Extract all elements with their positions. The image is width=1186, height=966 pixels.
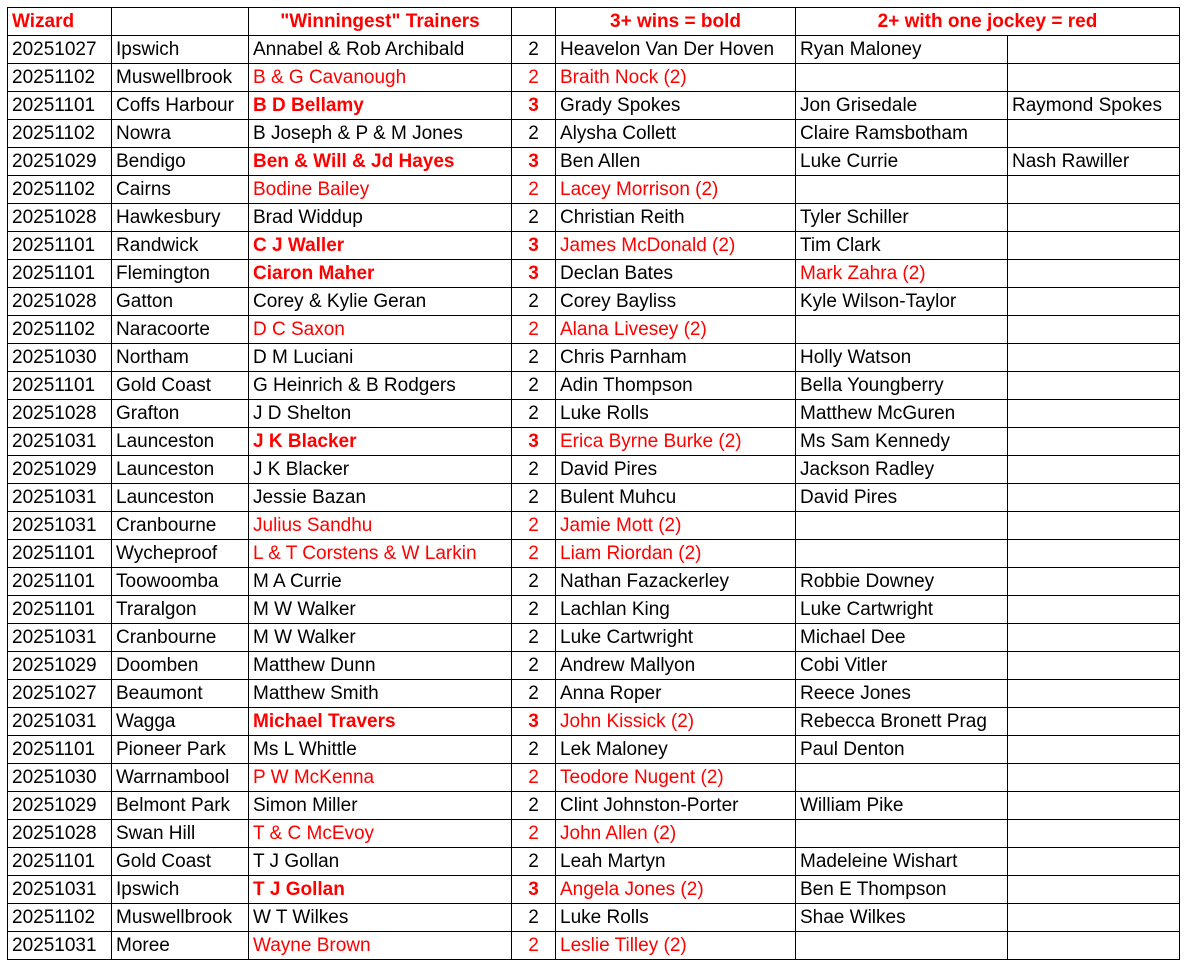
jockey-1-cell: Heavelon Van Der Hoven [556,36,796,64]
wins-cell: 2 [512,568,556,596]
jockey-3-cell [1008,484,1180,512]
jockey-2-cell: Jon Grisedale [796,92,1008,120]
trainer-cell: Ben & Will & Jd Hayes [249,148,512,176]
table-row [8,36,1180,64]
table-row [8,456,1180,484]
date-cell: 20251101 [8,596,112,624]
track-cell: Toowoomba [112,568,249,596]
date-cell: 20251030 [8,344,112,372]
jockey-2-cell [796,820,1008,848]
date-cell: 20251029 [8,456,112,484]
jockey-3-cell [1008,680,1180,708]
trainer-cell: Matthew Dunn [249,652,512,680]
jockey-1-cell: Luke Rolls [556,400,796,428]
table-row [8,624,1180,652]
header-row [8,8,1180,36]
wins-cell: 2 [512,512,556,540]
table-row [8,400,1180,428]
trainer-cell: Simon Miller [249,792,512,820]
jockey-2-cell: Ben E Thompson [796,876,1008,904]
date-cell: 20251102 [8,120,112,148]
date-cell: 20251101 [8,372,112,400]
trainer-cell: D M Luciani [249,344,512,372]
jockey-2-cell: David Pires [796,484,1008,512]
trainer-cell: J D Shelton [249,400,512,428]
wins-cell: 2 [512,400,556,428]
track-cell: Hawkesbury [112,204,249,232]
jockey-1-cell: Lek Maloney [556,736,796,764]
jockey-3-cell [1008,652,1180,680]
wins-cell: 2 [512,316,556,344]
header-bold-rule: 3+ wins = bold [556,8,796,36]
jockey-1-cell: Leslie Tilley (2) [556,932,796,960]
trainer-cell: B & G Cavanough [249,64,512,92]
date-cell: 20251030 [8,764,112,792]
table-row [8,736,1180,764]
trainer-cell: M A Currie [249,568,512,596]
trainer-cell: P W McKenna [249,764,512,792]
trainer-cell: Annabel & Rob Archibald [249,36,512,64]
jockey-1-cell: Adin Thompson [556,372,796,400]
table-row [8,848,1180,876]
jockey-2-cell: Michael Dee [796,624,1008,652]
jockey-2-cell: Mark Zahra (2) [796,260,1008,288]
date-cell: 20251031 [8,428,112,456]
jockey-2-cell: Luke Currie [796,148,1008,176]
jockey-1-cell: Christian Reith [556,204,796,232]
track-cell: Belmont Park [112,792,249,820]
date-cell: 20251029 [8,148,112,176]
date-cell: 20251101 [8,92,112,120]
jockey-1-cell: Ben Allen [556,148,796,176]
jockey-2-cell: Cobi Vitler [796,652,1008,680]
jockey-2-cell: Bella Youngberry [796,372,1008,400]
date-cell: 20251031 [8,708,112,736]
track-cell: Swan Hill [112,820,249,848]
date-cell: 20251028 [8,204,112,232]
jockey-3-cell [1008,904,1180,932]
jockey-2-cell: Kyle Wilson-Taylor [796,288,1008,316]
date-cell: 20251101 [8,568,112,596]
table-row [8,904,1180,932]
track-cell: Northam [112,344,249,372]
table-row [8,792,1180,820]
date-cell: 20251031 [8,624,112,652]
jockey-1-cell: Grady Spokes [556,92,796,120]
wins-cell: 3 [512,148,556,176]
jockey-2-cell: Tim Clark [796,232,1008,260]
trainer-cell: Michael Travers [249,708,512,736]
trainer-cell: M W Walker [249,596,512,624]
jockey-3-cell: Raymond Spokes [1008,92,1180,120]
jockey-1-cell: Nathan Fazackerley [556,568,796,596]
jockey-1-cell: Alana Livesey (2) [556,316,796,344]
wins-cell: 2 [512,456,556,484]
table-row [8,680,1180,708]
track-cell: Grafton [112,400,249,428]
trainers-table [7,7,1180,960]
table-row [8,596,1180,624]
jockey-3-cell [1008,456,1180,484]
date-cell: 20251031 [8,876,112,904]
wins-cell: 3 [512,708,556,736]
track-cell: Coffs Harbour [112,92,249,120]
table-row [8,372,1180,400]
jockey-3-cell [1008,568,1180,596]
table-row [8,344,1180,372]
track-cell: Randwick [112,232,249,260]
jockey-1-cell: David Pires [556,456,796,484]
jockey-1-cell: John Allen (2) [556,820,796,848]
date-cell: 20251102 [8,64,112,92]
jockey-1-cell: Braith Nock (2) [556,64,796,92]
jockey-3-cell [1008,624,1180,652]
track-cell: Doomben [112,652,249,680]
table-row [8,876,1180,904]
table-row [8,120,1180,148]
track-cell: Wycheproof [112,540,249,568]
jockey-1-cell: Liam Riordan (2) [556,540,796,568]
jockey-3-cell [1008,512,1180,540]
jockey-2-cell: Madeleine Wishart [796,848,1008,876]
jockey-3-cell [1008,344,1180,372]
jockey-3-cell [1008,848,1180,876]
jockey-1-cell: John Kissick (2) [556,708,796,736]
jockey-1-cell: Corey Bayliss [556,288,796,316]
jockey-3-cell [1008,764,1180,792]
table-row [8,820,1180,848]
track-cell: Naracoorte [112,316,249,344]
trainer-cell: D C Saxon [249,316,512,344]
wins-cell: 2 [512,764,556,792]
wins-cell: 3 [512,428,556,456]
track-cell: Cranbourne [112,624,249,652]
jockey-2-cell: Matthew McGuren [796,400,1008,428]
jockey-3-cell [1008,176,1180,204]
track-cell: Beaumont [112,680,249,708]
jockey-3-cell [1008,120,1180,148]
date-cell: 20251101 [8,232,112,260]
trainer-cell: Bodine Bailey [249,176,512,204]
jockey-2-cell [796,316,1008,344]
track-cell: Bendigo [112,148,249,176]
wins-cell: 2 [512,484,556,512]
header-blank-2 [512,8,556,36]
table-row [8,568,1180,596]
jockey-3-cell [1008,596,1180,624]
jockey-1-cell: Chris Parnham [556,344,796,372]
track-cell: Flemington [112,260,249,288]
jockey-1-cell: Luke Rolls [556,904,796,932]
jockey-3-cell [1008,260,1180,288]
table-row [8,708,1180,736]
jockey-1-cell: Jamie Mott (2) [556,512,796,540]
wins-cell: 3 [512,232,556,260]
trainer-cell: Ciaron Maher [249,260,512,288]
wins-cell: 2 [512,820,556,848]
wins-cell: 2 [512,596,556,624]
wins-cell: 2 [512,904,556,932]
jockey-2-cell: Reece Jones [796,680,1008,708]
table-row [8,932,1180,960]
jockey-1-cell: Anna Roper [556,680,796,708]
jockey-1-cell: Lachlan King [556,596,796,624]
jockey-2-cell [796,764,1008,792]
jockey-2-cell: Holly Watson [796,344,1008,372]
jockey-2-cell: William Pike [796,792,1008,820]
jockey-1-cell: Teodore Nugent (2) [556,764,796,792]
wins-cell: 2 [512,540,556,568]
jockey-3-cell [1008,876,1180,904]
track-cell: Cairns [112,176,249,204]
wins-cell: 2 [512,64,556,92]
wins-cell: 2 [512,120,556,148]
jockey-2-cell: Paul Denton [796,736,1008,764]
date-cell: 20251029 [8,652,112,680]
table-row [8,204,1180,232]
jockey-1-cell: Andrew Mallyon [556,652,796,680]
track-cell: Wagga [112,708,249,736]
table-row [8,764,1180,792]
date-cell: 20251102 [8,176,112,204]
wins-cell: 2 [512,736,556,764]
table-row [8,176,1180,204]
track-cell: Cranbourne [112,512,249,540]
jockey-3-cell [1008,540,1180,568]
wins-cell: 3 [512,876,556,904]
header-red-rule: 2+ with one jockey = red [796,8,1180,36]
jockey-3-cell: Nash Rawiller [1008,148,1180,176]
jockey-1-cell: Luke Cartwright [556,624,796,652]
jockey-2-cell [796,176,1008,204]
jockey-3-cell [1008,400,1180,428]
jockey-2-cell: Jackson Radley [796,456,1008,484]
trainer-cell: J K Blacker [249,428,512,456]
wins-cell: 2 [512,204,556,232]
track-cell: Gold Coast [112,848,249,876]
trainer-cell: Wayne Brown [249,932,512,960]
table-row [8,64,1180,92]
date-cell: 20251029 [8,792,112,820]
jockey-1-cell: Bulent Muhcu [556,484,796,512]
table-row [8,652,1180,680]
date-cell: 20251102 [8,904,112,932]
date-cell: 20251028 [8,820,112,848]
wins-cell: 3 [512,260,556,288]
jockey-1-cell: Clint Johnston-Porter [556,792,796,820]
date-cell: 20251101 [8,736,112,764]
track-cell: Gatton [112,288,249,316]
date-cell: 20251101 [8,540,112,568]
jockey-1-cell: Angela Jones (2) [556,876,796,904]
table-row [8,428,1180,456]
trainer-cell: T J Gollan [249,876,512,904]
jockey-1-cell: James McDonald (2) [556,232,796,260]
jockey-3-cell [1008,792,1180,820]
date-cell: 20251031 [8,512,112,540]
table-body [8,8,1180,960]
jockey-2-cell: Luke Cartwright [796,596,1008,624]
jockey-3-cell [1008,932,1180,960]
wins-cell: 2 [512,372,556,400]
table-row [8,512,1180,540]
date-cell: 20251028 [8,400,112,428]
wins-cell: 2 [512,932,556,960]
jockey-2-cell: Shae Wilkes [796,904,1008,932]
trainer-cell: Brad Widdup [249,204,512,232]
track-cell: Launceston [112,484,249,512]
table-row [8,148,1180,176]
table-row [8,288,1180,316]
date-cell: 20251031 [8,932,112,960]
track-cell: Launceston [112,456,249,484]
jockey-3-cell [1008,288,1180,316]
date-cell: 20251101 [8,260,112,288]
track-cell: Muswellbrook [112,904,249,932]
trainer-cell: L & T Corstens & W Larkin [249,540,512,568]
jockey-2-cell [796,64,1008,92]
track-cell: Warrnambool [112,764,249,792]
date-cell: 20251102 [8,316,112,344]
track-cell: Muswellbrook [112,64,249,92]
jockey-2-cell [796,540,1008,568]
trainer-cell: C J Waller [249,232,512,260]
table-row [8,316,1180,344]
wins-cell: 2 [512,344,556,372]
wins-cell: 2 [512,176,556,204]
header-trainers: "Winningest" Trainers [249,8,512,36]
table-row [8,232,1180,260]
jockey-1-cell: Lacey Morrison (2) [556,176,796,204]
jockey-2-cell: Ryan Maloney [796,36,1008,64]
trainer-cell: M W Walker [249,624,512,652]
jockey-3-cell [1008,820,1180,848]
trainer-cell: B Joseph & P & M Jones [249,120,512,148]
date-cell: 20251101 [8,848,112,876]
track-cell: Traralgon [112,596,249,624]
jockey-2-cell: Ms Sam Kennedy [796,428,1008,456]
date-cell: 20251028 [8,288,112,316]
jockey-3-cell [1008,428,1180,456]
jockey-2-cell: Claire Ramsbotham [796,120,1008,148]
header-wizard: Wizard [8,8,112,36]
jockey-2-cell: Tyler Schiller [796,204,1008,232]
track-cell: Ipswich [112,36,249,64]
table-row [8,484,1180,512]
wins-cell: 2 [512,848,556,876]
jockey-3-cell [1008,64,1180,92]
wins-cell: 3 [512,92,556,120]
track-cell: Nowra [112,120,249,148]
trainer-cell: G Heinrich & B Rodgers [249,372,512,400]
jockey-2-cell [796,932,1008,960]
wins-cell: 2 [512,792,556,820]
track-cell: Launceston [112,428,249,456]
trainer-cell: Corey & Kylie Geran [249,288,512,316]
jockey-1-cell: Leah Martyn [556,848,796,876]
header-blank-1 [112,8,249,36]
wins-cell: 2 [512,680,556,708]
trainer-cell: B D Bellamy [249,92,512,120]
date-cell: 20251027 [8,680,112,708]
trainer-cell: Jessie Bazan [249,484,512,512]
jockey-1-cell: Declan Bates [556,260,796,288]
jockey-2-cell: Rebecca Bronett Prag [796,708,1008,736]
jockey-1-cell: Erica Byrne Burke (2) [556,428,796,456]
date-cell: 20251027 [8,36,112,64]
track-cell: Gold Coast [112,372,249,400]
track-cell: Moree [112,932,249,960]
wins-cell: 2 [512,288,556,316]
table-row [8,540,1180,568]
jockey-3-cell [1008,372,1180,400]
trainer-cell: T J Gollan [249,848,512,876]
trainer-cell: J K Blacker [249,456,512,484]
wins-cell: 2 [512,36,556,64]
trainer-cell: Matthew Smith [249,680,512,708]
trainer-cell: Ms L Whittle [249,736,512,764]
jockey-3-cell [1008,36,1180,64]
date-cell: 20251031 [8,484,112,512]
wins-cell: 2 [512,624,556,652]
track-cell: Ipswich [112,876,249,904]
jockey-3-cell [1008,204,1180,232]
jockey-3-cell [1008,736,1180,764]
jockey-1-cell: Alysha Collett [556,120,796,148]
jockey-3-cell [1008,708,1180,736]
jockey-3-cell [1008,316,1180,344]
trainer-cell: W T Wilkes [249,904,512,932]
track-cell: Pioneer Park [112,736,249,764]
trainer-cell: Julius Sandhu [249,512,512,540]
jockey-2-cell [796,512,1008,540]
table-row [8,92,1180,120]
table-row [8,260,1180,288]
jockey-2-cell: Robbie Downey [796,568,1008,596]
wins-cell: 2 [512,652,556,680]
trainer-cell: T & C McEvoy [249,820,512,848]
jockey-3-cell [1008,232,1180,260]
